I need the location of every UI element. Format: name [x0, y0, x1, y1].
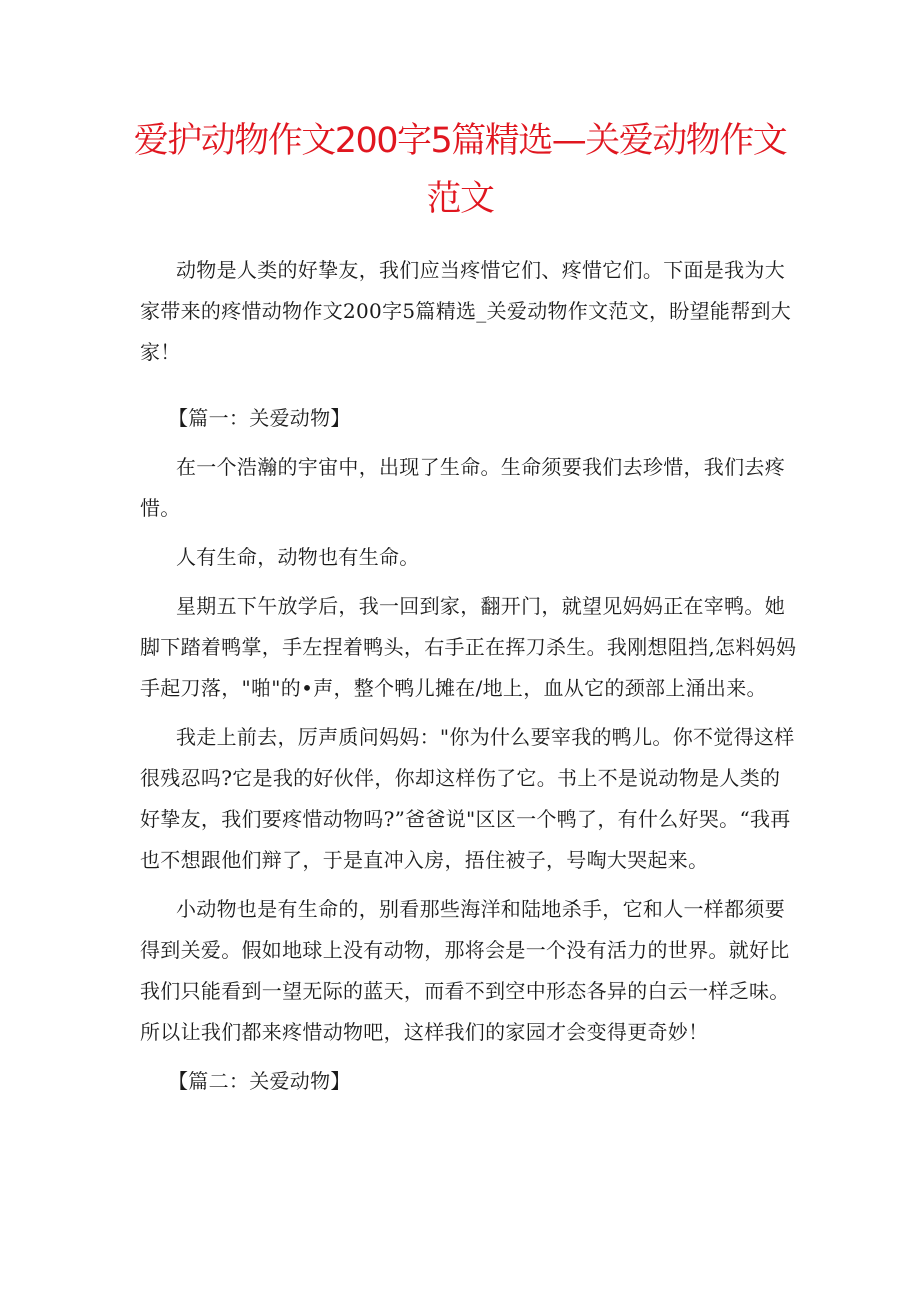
section-1-paragraph-5: 小动物也是有生命的，别看那些海洋和陆地杀手，它和人一样都须要得到关爱。假如地球上没有动物，那将会是一个没有活力的世界。就好比我们只能看到一望无际的蓝天，而看不到空中形态各异的白云一样乏味。所以让我们都来疼惜动物吧，这样我们的家园才会变得更奇妙！ — [140, 897, 790, 1044]
section-1-paragraph-4: 我走上前去，厉声质问妈妈："你为什么要宰我的鸭儿。你不觉得这样很残忍吗?它是我的好伙伴，你却这样伤了它。书上不是说动物是人类的好挚友，我们要疼惜动物吗?”爸爸说"区区一个鸭了，有什么好哭。“我再也不想跟他们辩了，于是直冲入房，捂住被子，号啕大哭起来。 — [140, 725, 795, 872]
intro-block — [140, 250, 800, 373]
intro-paragraph: 动物是人类的好挚友，我们应当疼惜它们、疼惜它们。下面是我为大家带来的疼惜动物作文200字5篇精选_关爱动物作文范文，盼望能帮到大家！ — [140, 258, 792, 364]
section-1 — [140, 398, 800, 1102]
section-1-paragraph-2: 人有生命，动物也有生命。 — [176, 545, 420, 569]
section-2-heading: 【篇二：关爱动物】 — [168, 1069, 351, 1093]
section-1-heading: 【篇一：关爱动物】 — [168, 406, 351, 430]
document-title: 爱护动物作文200字5篇精选—关爱动物作文范文 — [133, 121, 787, 219]
section-1-paragraph-1: 在一个浩瀚的宇宙中，出现了生命。生命须要我们去珍惜，我们去疼惜。 — [140, 455, 785, 520]
section-1-paragraph-3: 星期五下午放学后，我一回到家，翻开门，就望见妈妈正在宰鸭。她脚下踏着鸭掌，手左捏着鸭头，右手正在挥刀杀生。我刚想阻挡,怎料妈妈手起刀落，"啪"的•声，整个鸭儿摊在/地上，血从它的颈部上涌出来。 — [140, 594, 797, 700]
